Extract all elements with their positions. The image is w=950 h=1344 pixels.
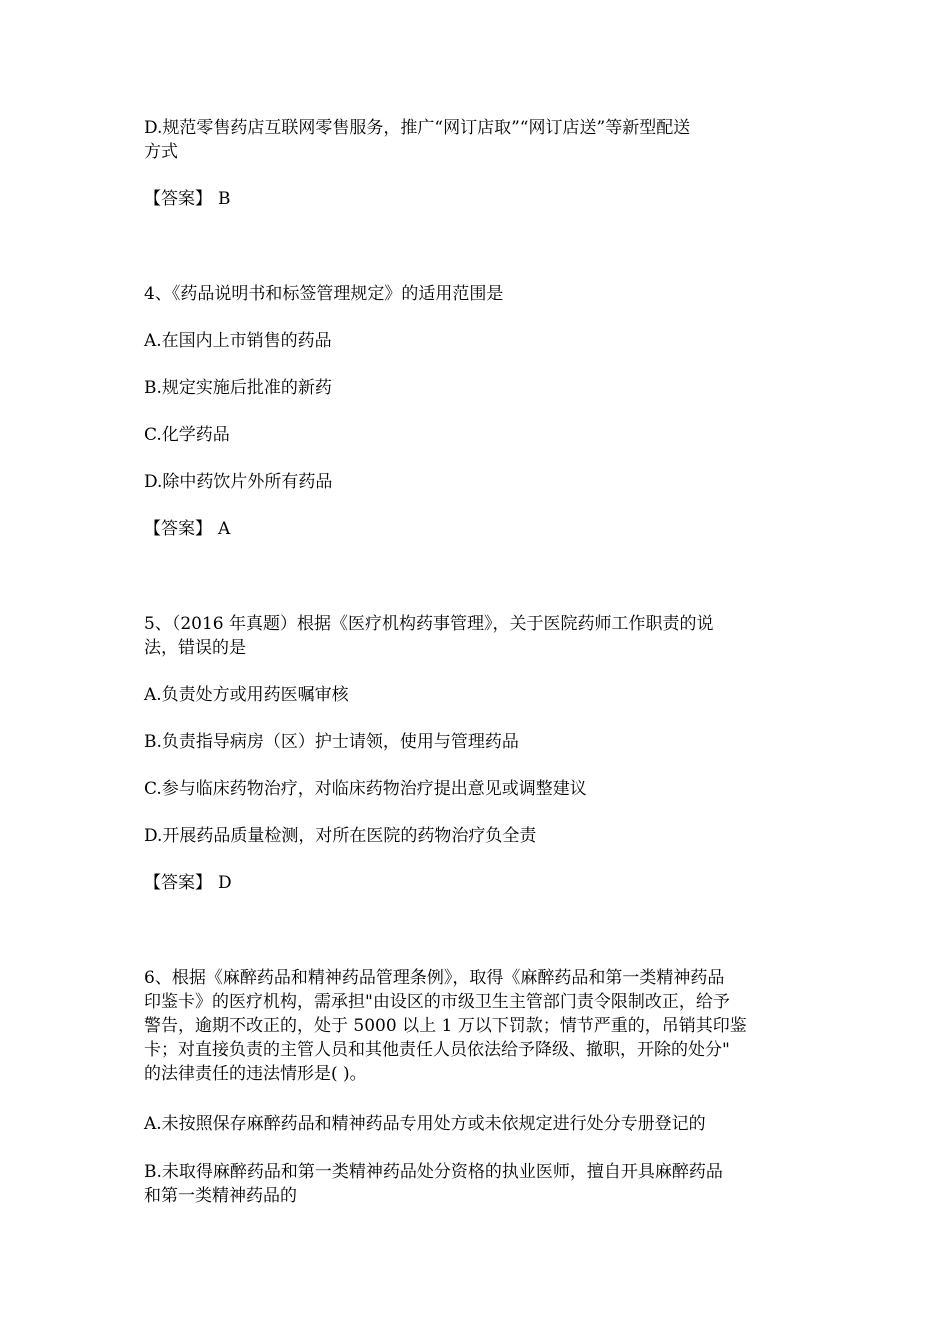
q5-option-c: C.参与临床药物治疗，对临床药物治疗提出意见或调整建议 [144, 779, 587, 799]
q6-stem-line2: 印鉴卡》的医疗机构，需承担"由设区的市级卫生主管部门责令限制改正，给予 [144, 992, 730, 1012]
q4-answer [144, 517, 810, 541]
q5-answer [144, 871, 810, 895]
q4-option-b: B.规定实施后批准的新药 [144, 378, 332, 398]
q6-stem-line5: 的法律责任的违法情形是( )。 [144, 1064, 367, 1084]
q6-stem-line4: 卡；对直接负责的主管人员和其他责任人员依法给予降级、撤职，开除的处分" [144, 1040, 730, 1060]
answer-value: B [218, 189, 231, 209]
prev-answer [144, 187, 810, 211]
q6-option-b-line2: 和第一类精神药品的 [144, 1186, 297, 1206]
q5-option-d: D.开展药品质量检测，对所在医院的药物治疗负全责 [144, 826, 537, 846]
answer-label: 【答案】 [144, 873, 212, 893]
answer-value: D [218, 873, 232, 893]
q4-stem: 4、《药品说明书和标签管理规定》的适用范围是 [144, 284, 504, 304]
q4-option-a: A.在国内上市销售的药品 [144, 331, 332, 351]
q4-option-d: D.除中药饮片外所有药品 [144, 472, 333, 492]
answer-label: 【答案】 [144, 189, 212, 209]
answer-value: A [218, 519, 231, 539]
q6-option-a: A.未按照保存麻醉药品和精神药品专用处方或未依规定进行处分专册登记的 [144, 1114, 706, 1134]
q5-option-a: A.负责处方或用药医嘱审核 [144, 685, 349, 705]
q4-option-c: C.化学药品 [144, 425, 230, 445]
q6-option-b-line1: B.未取得麻醉药品和第一类精神药品处分资格的执业医师，擅自开具麻醉药品 [144, 1162, 723, 1182]
q6-stem-line3: 警告，逾期不改正的，处于 5000 以上 1 万以下罚款；情节严重的，吊销其印鉴 [144, 1016, 747, 1036]
q5-option-b: B.负责指导病房（区）护士请领，使用与管理药品 [144, 732, 519, 752]
q6-stem-line1: 6、根据《麻醉药品和精神药品管理条例》，取得《麻醉药品和第一类精神药品 [144, 968, 725, 988]
q5-stem-line2: 法，错误的是 [144, 638, 246, 658]
prev-option-d-line1: D.规范零售药店互联网零售服务，推广“网订店取”“网订店送”等新型配送 [144, 118, 691, 138]
q5-stem-line1: 5、（2016 年真题）根据《医疗机构药事管理》，关于医院药师工作职责的说 [144, 614, 714, 634]
prev-option-d-line2: 方式 [144, 142, 178, 162]
answer-label: 【答案】 [144, 519, 212, 539]
